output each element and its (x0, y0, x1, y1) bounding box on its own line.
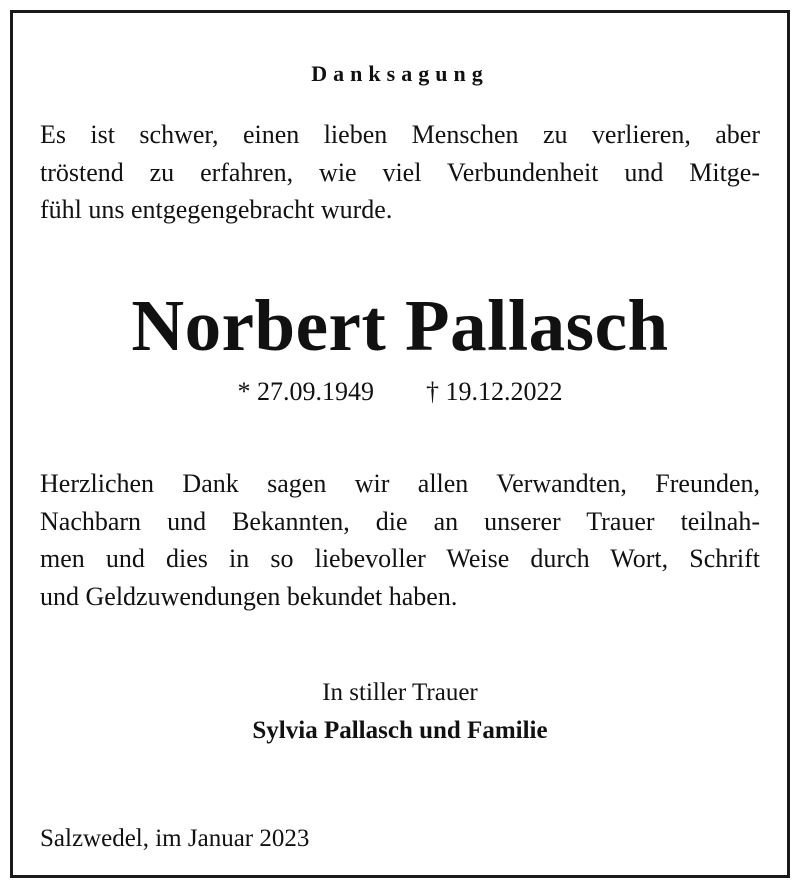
life-dates (13, 375, 787, 409)
birth-date: * 27.09.1949 (237, 377, 374, 406)
notice-frame (10, 10, 790, 878)
mourning-phrase: In stiller Trauer (322, 679, 478, 706)
place-date: Salzwedel, im Januar 2023 (40, 825, 310, 852)
intro-line: Es ist schwer, einen lieben Menschen zu verlieren, aber (40, 120, 760, 149)
thanks-paragraph (40, 465, 760, 615)
intro-line: fühl uns entgegengebracht wurde. (40, 195, 393, 224)
thanks-line: Herzlichen Dank sagen wir allen Verwandten, Freunden, (40, 469, 760, 498)
deceased-name: Norbert Pallasch (131, 285, 669, 366)
family-signature: Sylvia Pallasch und Familie (252, 717, 548, 744)
intro-paragraph (40, 116, 760, 229)
thanks-line: Nachbarn und Bekannten, die an unserer Trauer teilnah- (40, 506, 760, 536)
intro-line: tröstend zu erfahren, wie viel Verbundenheit und Mitge- (40, 157, 760, 187)
thanks-line: und Geldzuwendungen bekundet haben. (40, 581, 458, 611)
notice-heading: Danksagung (311, 61, 489, 86)
death-date: † 19.12.2022 (426, 377, 563, 406)
thanks-line: men und dies in so liebevoller Weise durch Wort, Schrift (40, 544, 760, 573)
